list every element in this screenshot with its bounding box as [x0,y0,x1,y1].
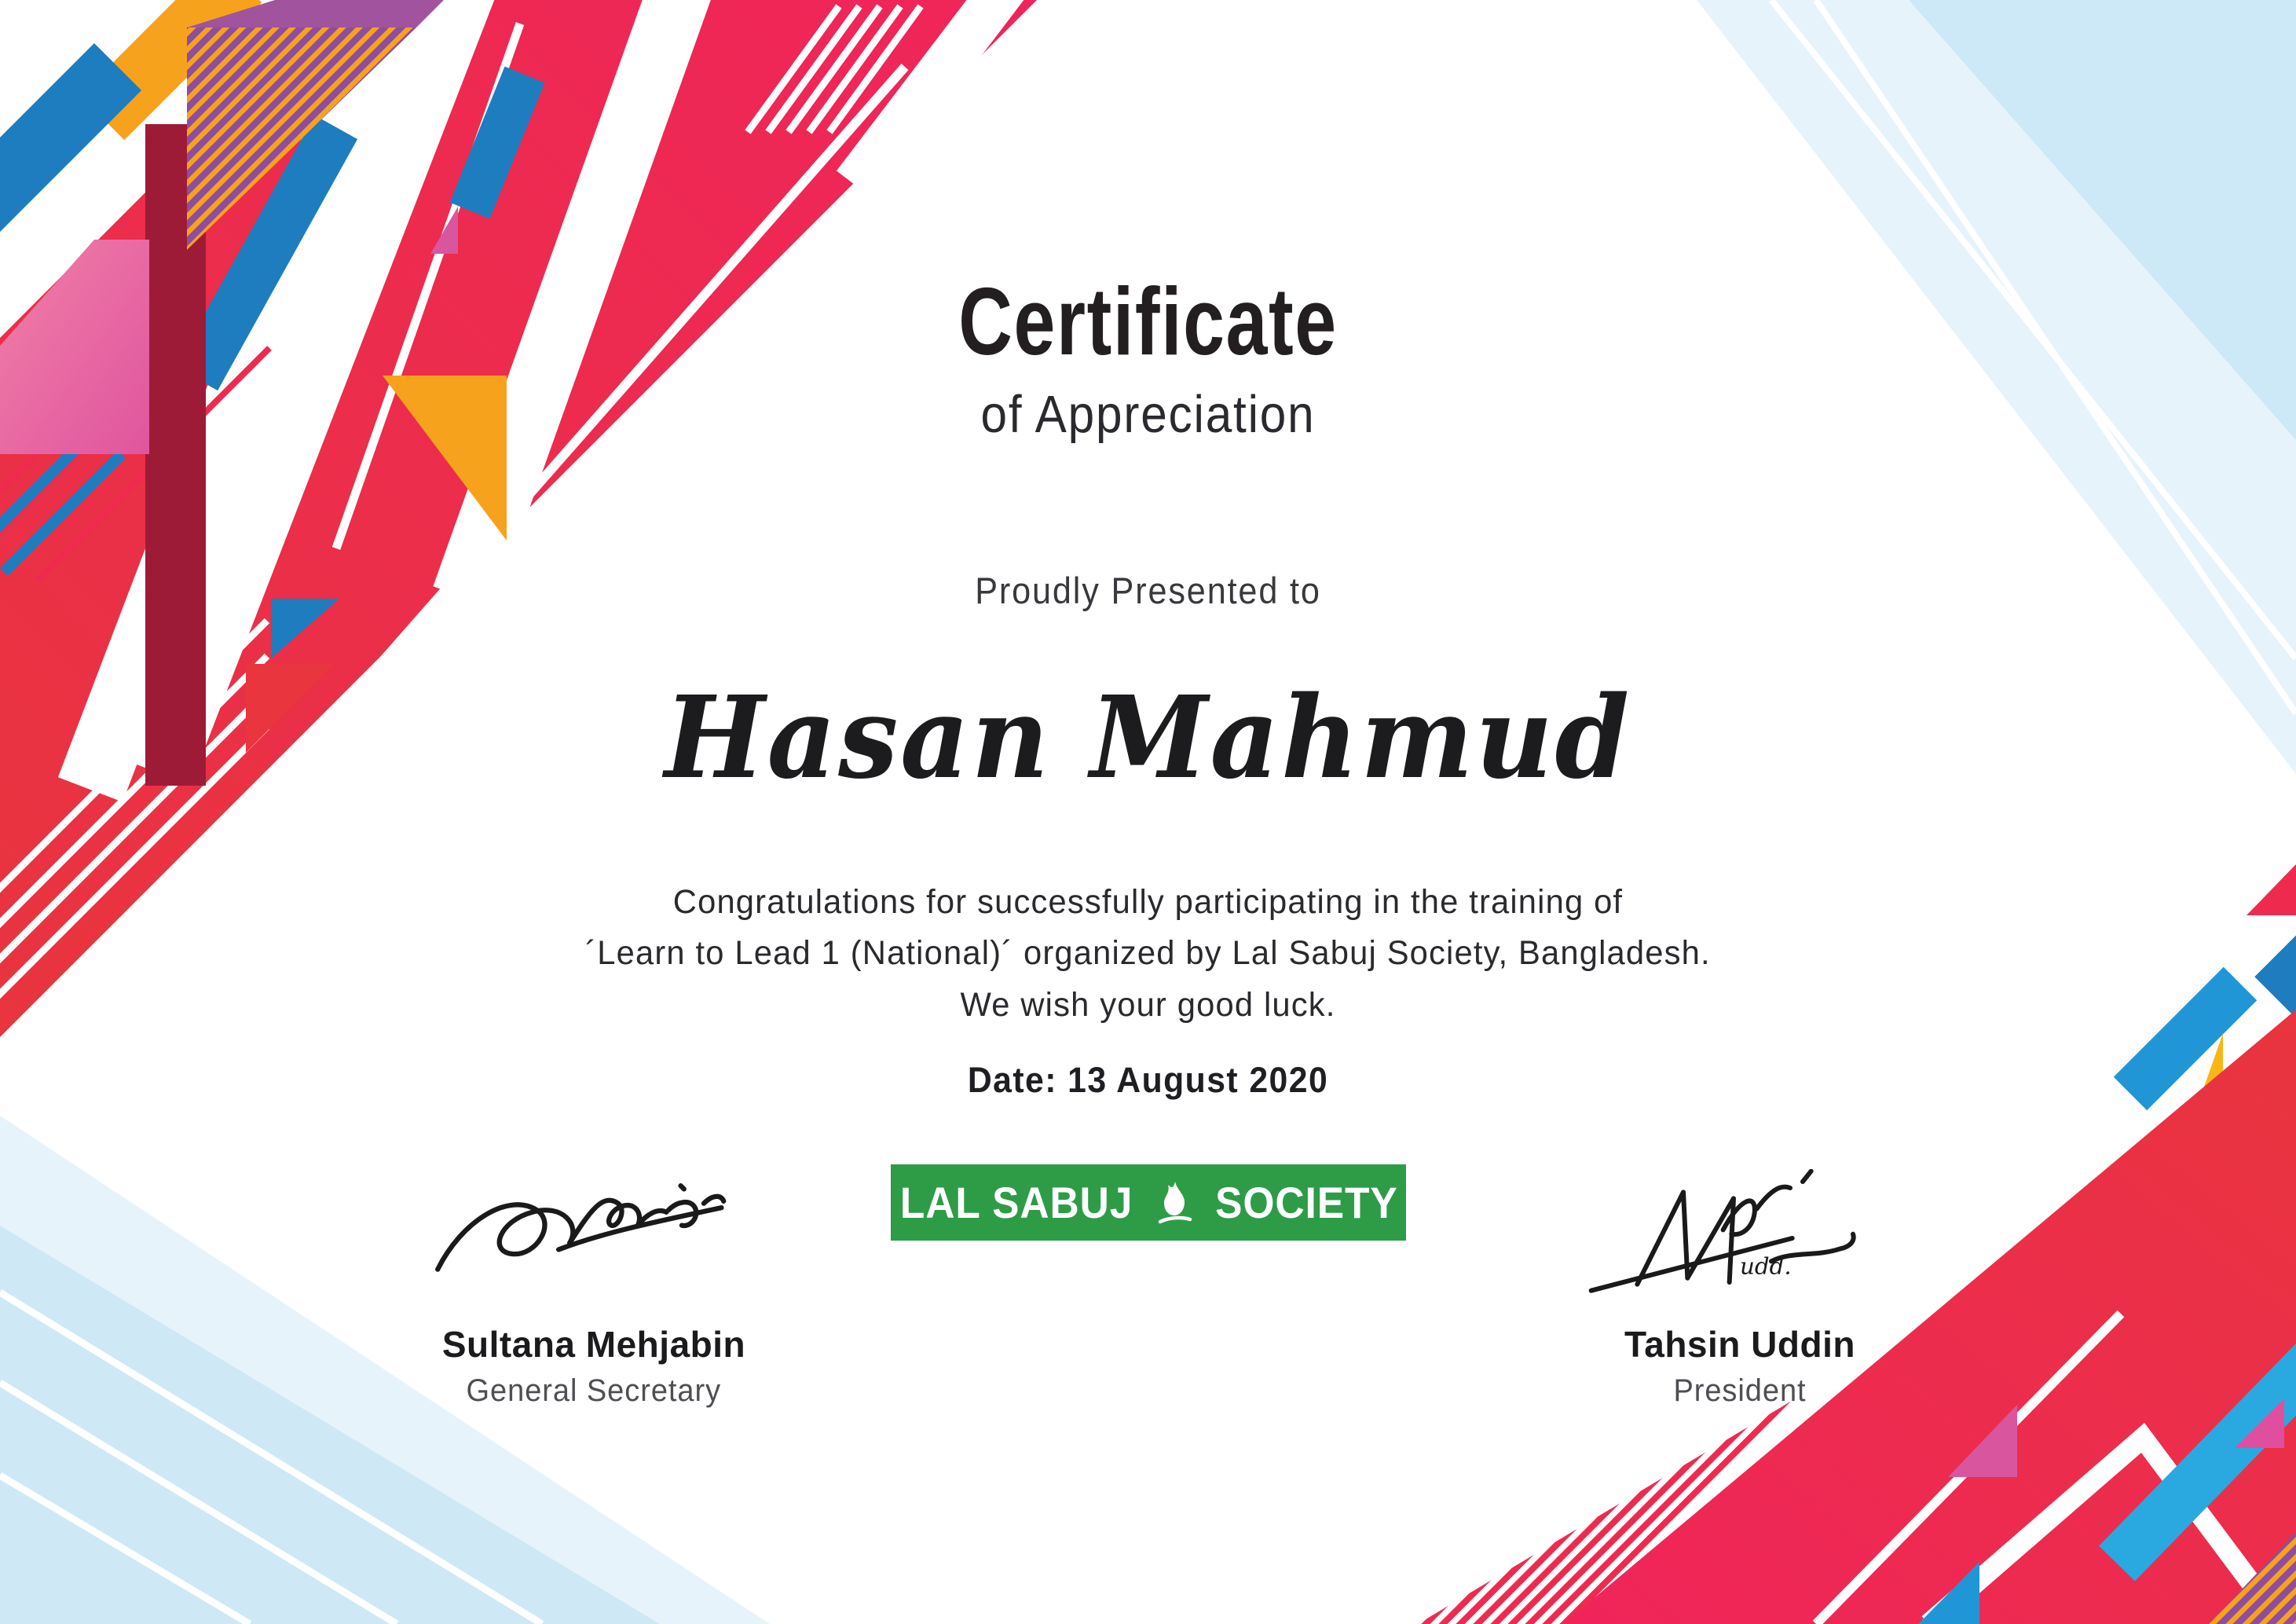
certificate-body [35,877,2261,1031]
signatory-right [1496,1169,1983,1409]
signatory-right-name: Tahsin Uddin [1624,1324,1855,1365]
body-line-1: Congratulations for successfully participating in the training of [672,883,1624,921]
signatory-left-title: General Secretary [466,1373,722,1408]
signature-right-text: udd. [1740,1252,1792,1280]
certificate-title: Certificate [958,268,1338,375]
corner-decoration-top-right [1697,0,2296,774]
certificate-subtitle: of Appreciation [980,385,1316,444]
signatory-left-name: Sultana Mehjabin [441,1324,746,1365]
signature-tahsin-uddin-icon [1583,1169,1897,1320]
flame-icon [1157,1180,1193,1226]
banner-word-left: LAL SABUJ [899,1178,1133,1227]
date-text: Date: 13 August 2020 [967,1060,1329,1100]
presented-label: Proudly Presented to [975,570,1321,611]
signature-sultana-mehjabin-icon [429,1177,759,1320]
recipient-name: Hasan Mahmud [664,671,1632,804]
body-line-2: ´Learn to Lead 1 (National)´ organized by Lal Sabuj Society, Bangladesh. [585,934,1711,973]
signatory-left [350,1177,837,1409]
signatory-right-title: President [1673,1373,1807,1408]
body-line-3: We wish your good luck. [960,985,1336,1024]
organization-banner [891,1164,1406,1241]
banner-word-right: SOCIETY [1215,1178,1398,1227]
